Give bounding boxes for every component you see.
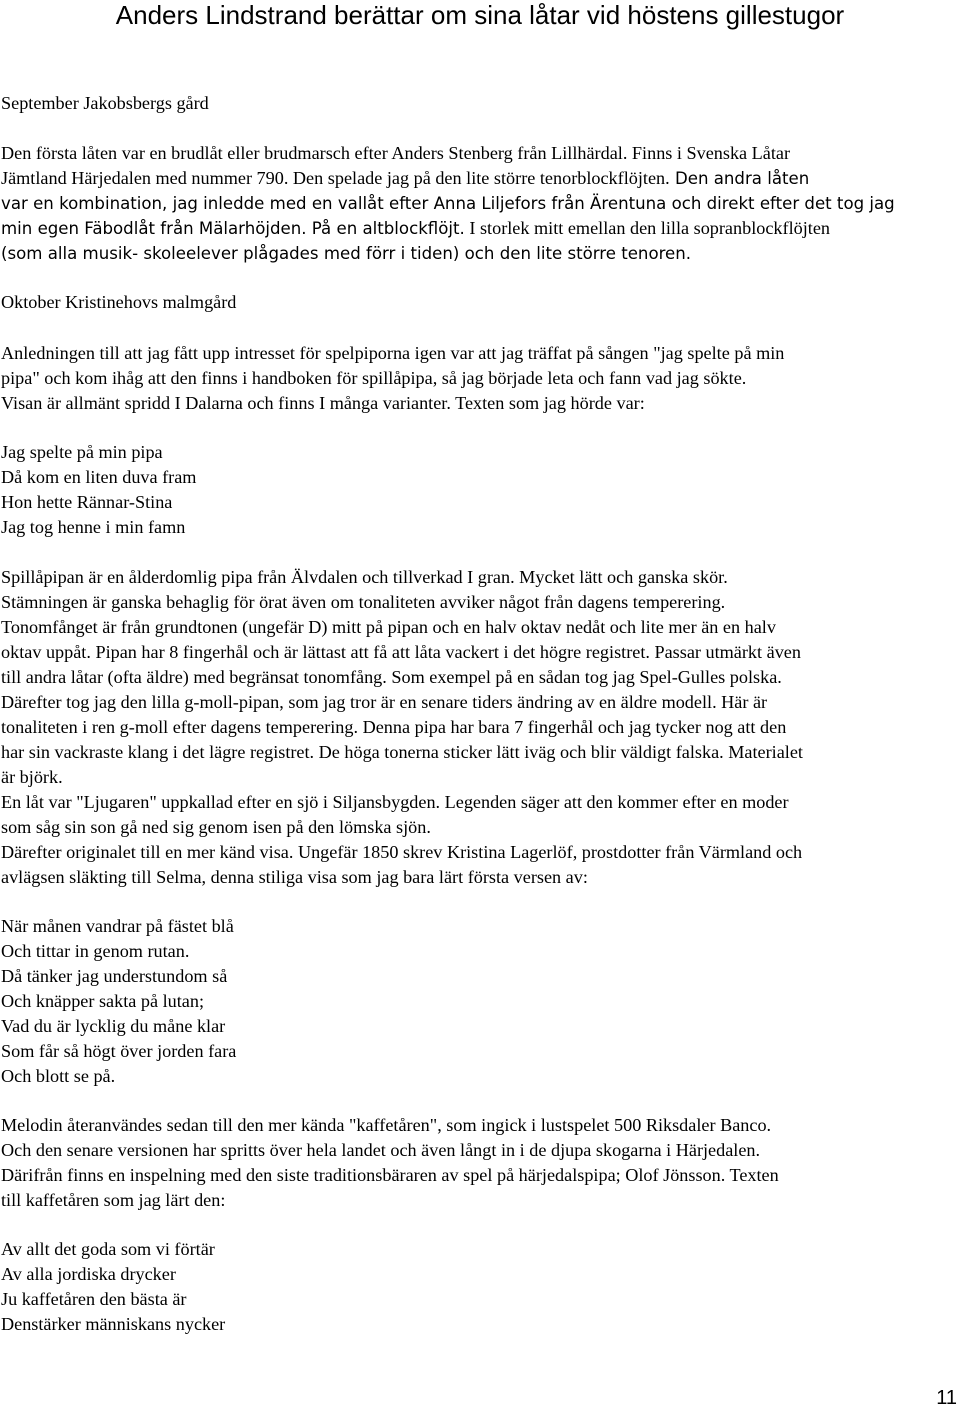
verse-pipa [1, 440, 956, 540]
text-line: min egen Fäbodlåt från Mälarhöjden. På en altblockflöjt. I storlek mitt emellan den lilla sopranblockflöjten [1, 218, 830, 238]
verse-line: Vad du är lycklig du måne klar [1, 1016, 226, 1036]
text-line: pipa" och kom ihåg att den finns i handboken för spillåpipa, så jag började leta och fann vad jag sökte. [1, 368, 747, 388]
text-line: Därifrån finns en inspelning med den siste traditionsbäraren av spel på härjedalspipa; Olof Jönsson. Texten [1, 1165, 779, 1185]
text-line: tonaliteten i ren g-moll efter dagens temperering. Denna pipa har bara 7 fingerhål och jag tycker nog att den [1, 717, 787, 737]
text-line: Därefter tog jag den lilla g-moll-pipan, som jag tror är en senare tiders ändring av en äldre modell. Här är [1, 692, 768, 712]
verse-line: Hon hette Rännar-Stina [1, 492, 173, 512]
verse-line: Av allt det goda som vi förtär [1, 1239, 215, 1259]
verse-line: Jag spelte på min pipa [1, 442, 163, 462]
verse-line: Denstärker människans nycker [1, 1314, 226, 1334]
text-line: till kaffetåren som jag lärt den: [1, 1190, 226, 1210]
verse-line: När månen vandrar på fästet blå [1, 916, 234, 936]
text-line: till andra låtar (ofta äldre) med begränsat tonomfång. Som exempel på en sådan tog jag Spel-Gulles polska. [1, 667, 782, 687]
verse-line: Och knäpper sakta på lutan; [1, 991, 205, 1011]
text-line: Jämtland Härjedalen med nummer 790. Den spelade jag på den lite större tenorblockflöjten. Den andra låten [1, 168, 810, 188]
text-line: Spillåpipan är en ålderdomlig pipa från Älvdalen och tillverkad I gran. Mycket lätt och ganska skör. [1, 567, 728, 587]
text-line: Stämningen är ganska behaglig för örat även om tonaliteten avviker något från dagens temperering. [1, 592, 726, 612]
text-line: är björk. [1, 767, 63, 787]
verse-line: Och blott se på. [1, 1066, 116, 1086]
text-line: som såg sin son gå ned sig genom isen på den lömska sjön. [1, 817, 431, 837]
text-line: En låt var "Ljugaren" uppkallad efter en sjö i Siljansbygden. Legenden säger att den kommer efter en moder [1, 792, 789, 812]
verse-line: Som får så högt över jorden fara [1, 1041, 237, 1061]
verse-line: Av alla jordiska drycker [1, 1264, 176, 1284]
text-line: Visan är allmänt spridd I Dalarna och finns I många varianter. Texten som jag hörde var: [1, 393, 645, 413]
verse-line: Ju kaffetåren den bästa är [1, 1289, 187, 1309]
verse-kaffe [1, 1237, 956, 1337]
section-heading-september: September Jakobsbergs gård [1, 93, 209, 113]
text-line: Den första låten var en brudlåt eller brudmarsch efter Anders Stenberg från Lillhärdal. Finns i Svenska Låtar [1, 143, 791, 163]
paragraph-oktober [1, 341, 956, 416]
page-number: 11 [936, 1387, 957, 1409]
verse-line: Då kom en liten duva fram [1, 467, 197, 487]
verse-manen [1, 914, 956, 1089]
text-line: Melodin återanvändes sedan till den mer kända "kaffetåren", som ingick i lustspelet 500 Riksdaler Banco. [1, 1115, 772, 1135]
verse-line: Då tänker jag understundom så [1, 966, 228, 986]
page-title: Anders Lindstrand berättar om sina låtar vid höstens gillestugor [115, 0, 845, 30]
text-line: avlägsen släkting till Selma, denna stiliga visa som jag bara lärt första versen av: [1, 867, 588, 887]
paragraph-spillapipan [1, 565, 956, 890]
text-line: Och den senare versionen har spritts över hela landet och även långt in i de djupa skogarna i Härjedalen. [1, 1140, 761, 1160]
section-heading-oktober: Oktober Kristinehovs malmgård [1, 292, 237, 312]
text-line: (som alla musik- skoleelever plågades med förr i tiden) och den lite större tenoren. [1, 244, 692, 263]
text-line: oktav uppåt. Pipan har 8 fingerhål och är lättast att få att låta vackert i det högre registret. Passar utmärkt även [1, 642, 801, 662]
paragraph-kaffetaren [1, 1113, 956, 1213]
text-line: Anledningen till att jag fått upp intresset för spelpiporna igen var att jag träffat på sången "jag spelte på min [1, 343, 785, 363]
verse-line: Jag tog henne i min famn [1, 517, 186, 537]
paragraph-september [1, 141, 956, 266]
text-line: Tonomfånget är från grundtonen (ungefär D) mitt på pipan och en halv oktav nedåt och lite mer än en halv [1, 617, 776, 637]
verse-line: Och tittar in genom rutan. [1, 941, 190, 961]
text-line: har sin vackraste klang i det lägre registret. De höga tonerna sticker lätt iväg och blir väldigt falska. Materialet [1, 742, 803, 762]
text-line: Därefter originalet till en mer känd visa. Ungefär 1850 skrev Kristina Lagerlöf, prostdotter från Värmland och [1, 842, 803, 862]
text-line: var en kombination, jag inledde med en vallåt efter Anna Liljefors från Ärentuna och direkt efter det tog jag [1, 194, 895, 213]
